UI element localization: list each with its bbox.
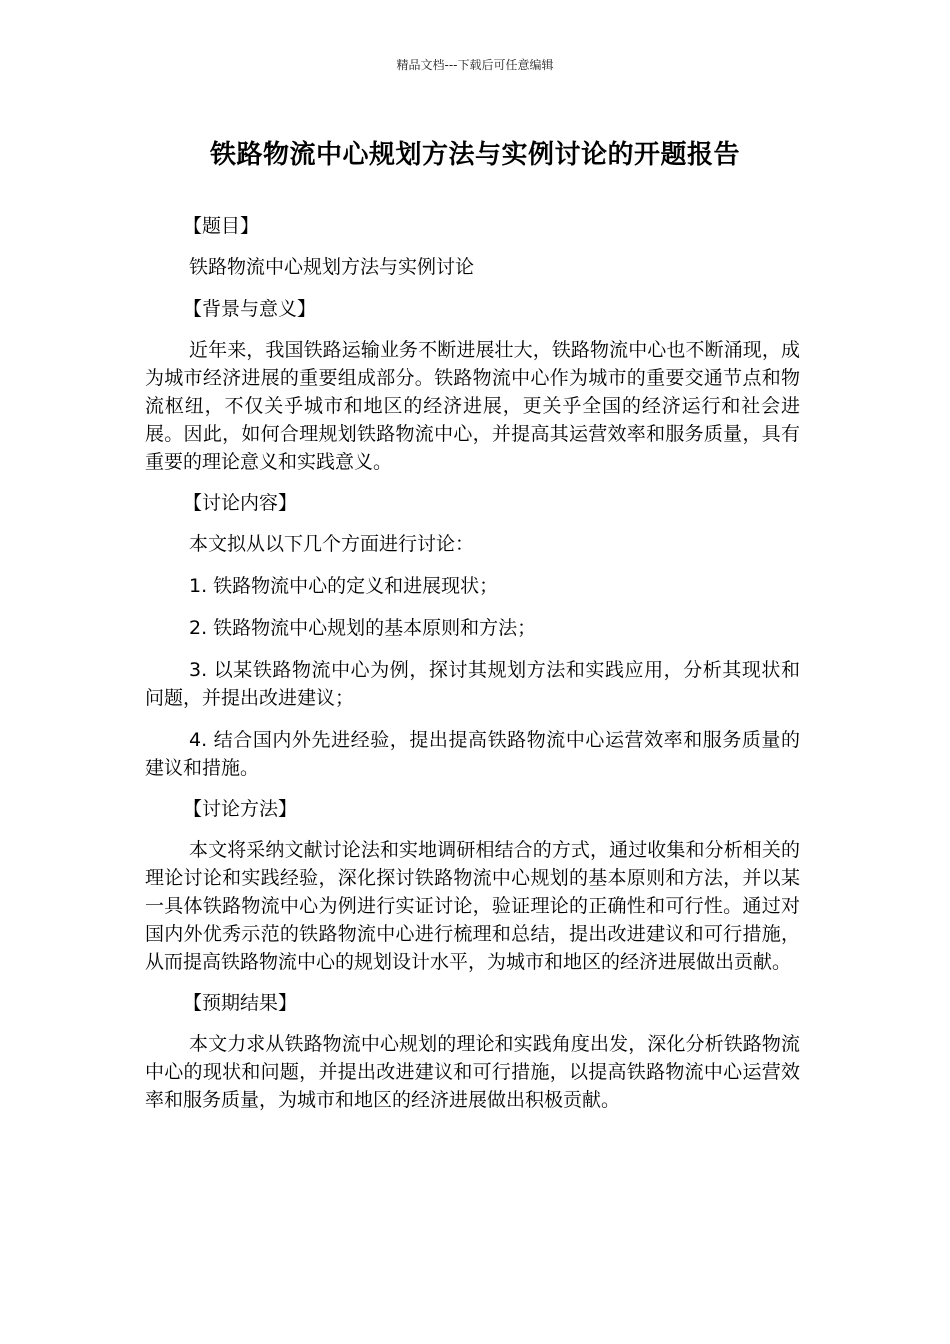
result-heading: 【预期结果】 (183, 992, 298, 1014)
content-item-4: 4. 结合国内外先进经验，提出提高铁路物流中心运营效率和服务质量的建议和措施。 (145, 729, 800, 779)
topic-text: 铁路物流中心规划方法与实例讨论 (189, 256, 475, 278)
result-paragraph: 本文力求从铁路物流中心规划的理论和实践角度出发，深化分析铁路物流中心的现状和问题，并提出改进建议和可行措施，以提高铁路物流中心运营效率和服务质量，为城市和地区的经济进展做出积极贡献。 (145, 1033, 800, 1111)
content-heading: 【讨论内容】 (183, 492, 298, 514)
background-paragraph: 近年来，我国铁路运输业务不断进展壮大，铁路物流中心也不断涌现，成为城市经济进展的重要组成部分。铁路物流中心作为城市的重要交通节点和物流枢纽，不仅关乎城市和地区的经济进展，更关乎全国的经济运行和社会进展。因此，如何合理规划铁路物流中心，并提高其运营效率和服务质量，具有重要的理论意义和实践意义。 (145, 339, 800, 473)
content-item-2: 2. 铁路物流中心规划的基本原则和方法； (189, 617, 537, 639)
content-intro: 本文拟从以下几个方面进行讨论： (189, 533, 475, 555)
method-paragraph: 本文将采纳文献讨论法和实地调研相结合的方式，通过收集和分析相关的理论讨论和实践经验，深化探讨铁路物流中心规划的基本原则和方法，并以某一具体铁路物流中心为例进行实证讨论，验证理论的正确性和可行性。通过对国内外优秀示范的铁路物流中心进行梳理和总结，提出改进建议和可行措施，从而提高铁路物流中心的规划设计水平，为城市和地区的经济进展做出贡献。 (145, 839, 800, 973)
background-heading: 【背景与意义】 (183, 298, 317, 320)
header-note: 精品文档---下载后可任意编辑 (396, 58, 554, 72)
content-item-1: 1. 铁路物流中心的定义和进展现状； (189, 575, 499, 597)
content-item-3: 3. 以某铁路物流中心为例，探讨其规划方法和实践应用，分析其现状和问题，并提出改进建议； (145, 659, 800, 709)
method-heading: 【讨论方法】 (183, 798, 298, 820)
document-body (145, 212, 800, 1114)
topic-heading: 【题目】 (183, 215, 260, 237)
document-title: 铁路物流中心规划方法与实例讨论的开题报告 (209, 140, 740, 170)
